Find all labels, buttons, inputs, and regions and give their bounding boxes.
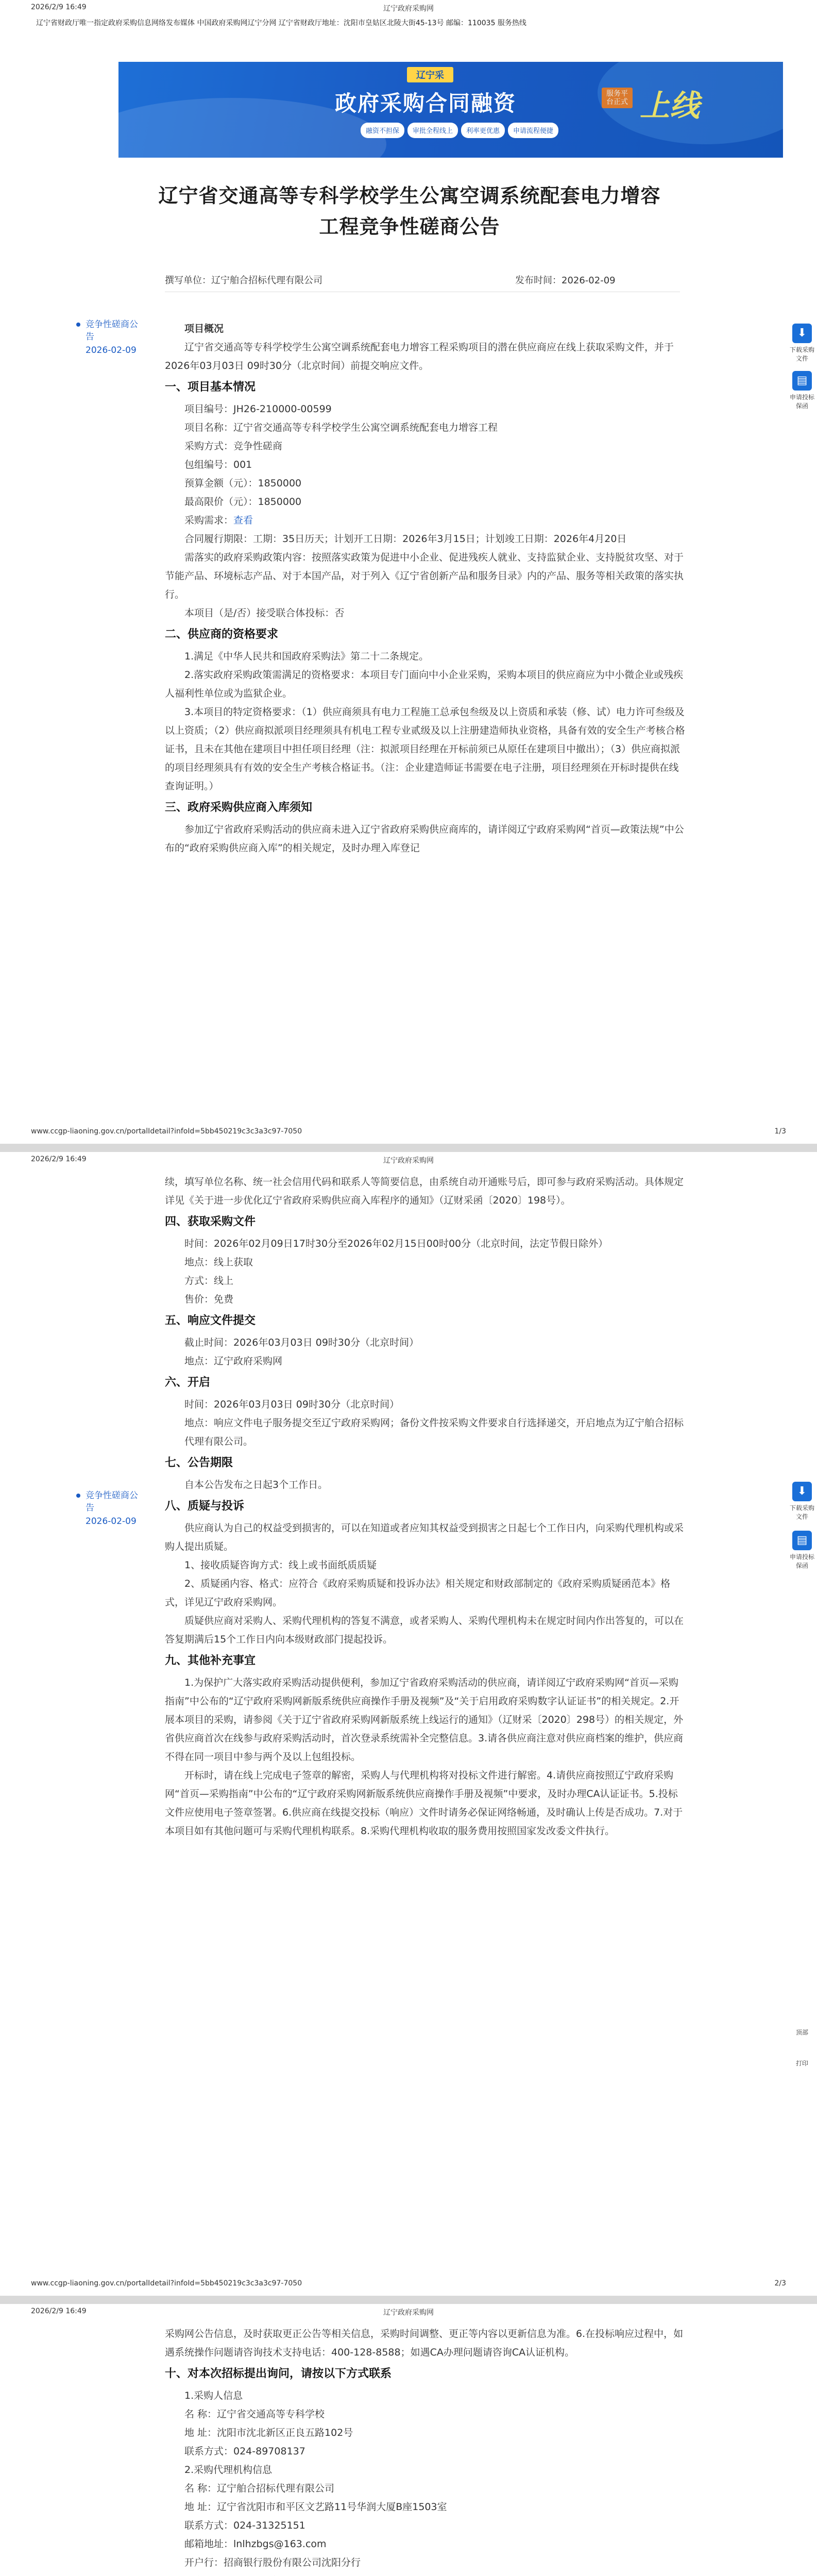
obtain-price: 售价：免费 — [184, 1294, 234, 1305]
contract-period: 合同履行期限：工期：35日历天；计划开工日期：2026年3月15日；计划竣工日期：2026年4月20日 — [184, 533, 627, 545]
obtain-time: 时间：2026年02月09日17时30分至2026年02月15日00时00分（北京时间，法定节假日除外） — [184, 1238, 608, 1249]
requirements-label: 采购需求： — [184, 515, 234, 526]
view-requirements-link[interactable]: 查看 — [233, 515, 253, 526]
print-header — [0, 3, 817, 15]
procurement-method: 采购方式：竞争性磋商 — [184, 440, 283, 452]
print-timestamp: 2026/2/9 16:49 — [31, 3, 87, 11]
side-date: 2026-02-09 — [86, 345, 137, 355]
agency-bank: 开户行：招商银行股份有限公司沈阳分行 — [184, 2557, 361, 2568]
page-3 — [0, 2304, 817, 2576]
qualification-2: 2.落实政府采购政策需满足的资格要求：本项目专门面向中小企业采购，采购本项目的供应商应为中小微企业或残疾人福利性单位或为监狱企业。 — [165, 669, 684, 699]
print-title: 辽宁政府采购网 — [383, 5, 434, 13]
agency-email: 邮箱地址：lnlhzbgs@163.com — [184, 2538, 327, 2550]
agency-account-name — [165, 2572, 685, 2576]
obtain-place: 地点：线上获取 — [184, 1257, 253, 1268]
section-heading: 八、质疑与投诉 — [165, 1500, 245, 1513]
overview-heading: 项目概况 — [184, 323, 224, 334]
side-link-notice[interactable]: 竞争性磋商公告 — [86, 1490, 138, 1513]
qualification-3: 3.本项目的特定资格要求：（1）供应商须具有电力工程施工总承包叁级及以上资质和承装（修、试）电力许可叁级及以上资质；（2）供应商拟派项目经理须具有机电工程专业贰级及以上注册建造师执业资格，具备有效的安全生产考核合格证书，且未在其他在建项目中担任项目经理（注：拟派项目经理在开标前须已从原任在建项目中撤出）；（3）供应商拟派的项目经理须具有有效的安全生产考核合格证书。（注：企业建造师证书需要在电子注册，项目经理须在开标时提供在线查询证明。） — [165, 706, 685, 792]
qualification-1: 1.满足《中华人民共和国政府采购法》第二十二条规定。 — [184, 651, 429, 662]
agency — [165, 273, 322, 286]
print-title: 辽宁政府采购网 — [383, 2309, 434, 2317]
agency-label: 撰写单位： — [165, 275, 211, 286]
complaint-method: 1、接收质疑咨询方式：线上或书面纸质质疑 — [184, 1560, 377, 1571]
apply-label: 申请投标保函 — [789, 1553, 814, 1569]
print-header — [0, 1155, 817, 1167]
project-name: 项目名称：辽宁省交通高等专科学校学生公寓空调系统配套电力增容工程 — [184, 422, 498, 433]
download-docs-button[interactable] — [787, 324, 817, 363]
section-heading: 一、项目基本情况 — [165, 381, 256, 394]
contact-agency-h: 2.采购代理机构信息 — [184, 2464, 273, 2476]
budget-amount: 预算金额（元）：1850000 — [184, 478, 302, 489]
complaint-appeal: 质疑供应商对采购人、采购代理机构的答复不满意，或者采购人、采购代理机构未在规定时间内作出答复的，可以在答复期满后15个工作日内向本级财政部门提起投诉。 — [165, 1615, 684, 1645]
page-1 — [0, 0, 817, 1144]
banner-feature: 利率更优惠 — [461, 123, 505, 138]
download-label: 下载采购文件 — [789, 346, 814, 362]
registration-text: 参加辽宁省政府采购活动的供应商未进入辽宁省政府采购供应商库的，请详阅辽宁政府采购网“首页—政策法规”中公布的“政府采购供应商入库”的相关规定，及时办理入库登记 — [165, 824, 684, 854]
contact-purchaser-h: 1.采购人信息 — [184, 2390, 243, 2401]
side-nav — [86, 318, 142, 357]
print-button[interactable] — [787, 2059, 817, 2067]
agency-name: 名 称：辽宁舶合招标代理有限公司 — [184, 2483, 335, 2494]
open-time: 时间：2026年03月03日 09时30分（北京时间） — [184, 1399, 400, 1410]
section-heading: 三、政府采购供应商入库须知 — [165, 801, 313, 814]
side-link-notice[interactable]: 竞争性磋商公告 — [86, 319, 138, 342]
section-heading: 二、供应商的资格要求 — [165, 628, 279, 641]
page-title: 辽宁省交通高等专科学校学生公寓空调系统配套电力增容工程竞争性磋商公告 — [158, 184, 661, 238]
bullet-icon — [76, 1494, 80, 1498]
section-heading: 十、对本次招标提出询问，请按以下方式联系 — [165, 2367, 392, 2380]
print-title: 辽宁政府采购网 — [383, 1157, 434, 1165]
print-footer — [0, 1127, 817, 1139]
top-label: 顶部 — [795, 2029, 808, 2036]
agency-address: 地 址：辽宁省沈阳市和平区文艺路11号华润大厦B座1503室 — [184, 2501, 447, 2513]
bullet-icon — [76, 323, 80, 327]
publish-date — [515, 273, 616, 286]
registration-text-cont: 续，填写单位名称、统一社会信用代码和联系人等简要信息，由系统自动开通账号后，即可参与政府采购活动。具体规定详见《关于进一步优化辽宁省政府采购供应商入库程序的通知》（辽财采函〔2020〕198号）。 — [165, 1176, 684, 1206]
section-heading: 四、获取采购文件 — [165, 1215, 256, 1228]
banner-feature: 申请流程便捷 — [508, 123, 558, 138]
page-2 — [0, 1152, 817, 2296]
overview-text: 辽宁省交通高等专科学校学生公寓空调系统配套电力增容工程采购项目的潜在供应商应在线上获取采购文件，并于2026年03月03日 09时30分（北京时间）前提交响应文件。 — [165, 342, 674, 371]
notice-body-1 — [165, 319, 685, 857]
download-icon: ⬇ — [792, 1482, 812, 1501]
banner-online: 上线 — [640, 88, 700, 123]
notice-body-2 — [165, 1173, 685, 1840]
notice-period: 自本公告发布之日起3个工作日。 — [184, 1479, 328, 1490]
requirements — [165, 511, 685, 530]
date-value: 2026-02-09 — [561, 275, 616, 286]
section-heading: 五、响应文件提交 — [165, 1314, 256, 1327]
obtain-method: 方式：线上 — [184, 1275, 234, 1286]
financing-banner[interactable] — [118, 62, 783, 158]
print-header — [0, 2307, 817, 2319]
back-to-top-button[interactable] — [787, 2028, 817, 2037]
purchaser-address: 地 址：沈阳市沈北新区正良五路102号 — [184, 2427, 353, 2438]
print-label: 打印 — [795, 2060, 808, 2067]
other-matters-cont: 采购网公告信息，及时获取更正公告等相关信息，采购时间调整、更正等内容以更新信息为准。6.在投标响应过程中，如遇系统操作问题请咨询技术支持电话：400-128-8588；如遇CA办理问题请咨询CA认证机构。 — [165, 2328, 684, 2358]
agency-phone: 联系方式：024-31325151 — [184, 2520, 305, 2531]
other-matters-1: 1.为保护广大落实政府采购活动提供便利，参加辽宁省政府采购活动的供应商，请详阅辽宁政府采购网“首页—采购指南”中公布的“辽宁政府采购网新版系统供应商操作手册及视频”及“关于启用政府采购数字认证证书”的相关规定。2.开展本项目的采购，请参阅《关于辽宁省政府采购网新版系统上线运行的通知》（辽财采〔2020〕298号）的相关规定，外省供应商首次在线参与政府采购活动时，首次登录系统需补全完整信息。3.请各供应商注意对供应商档案的维护，供应商不得在同一项目中参与两个及以上包组投标。 — [165, 1677, 684, 1762]
submit-deadline: 截止时间：2026年03月03日 09时30分（北京时间） — [184, 1337, 419, 1348]
section-heading: 七、公告期限 — [165, 1456, 233, 1469]
complaint-text: 供应商认为自己的权益受到损害的，可以在知道或者应知其权益受到损害之日起七个工作日内，向采购代理机构或采购人提出质疑。 — [165, 1522, 684, 1552]
apply-label: 申请投标保函 — [789, 394, 814, 410]
other-matters-2: 开标时，请在线上完成电子签章的解密，采购人与代理机构将对投标文件进行解密。4.请供应商按照辽宁政府采购网“首页—采购指南”中公布的“辽宁政府采购网新版系统供应商操作手册及视频”中要求，及时办理CA认证证书。5.投标文件应使用电子签章签署。6.供应商在线提交投标（响应）文件时请务必保证网络畅通，及时确认上传是否成功。7.对于本项目如有其他问题可与采购代理机构联系。8.采购代理机构收取的服务费用按照国家发改委文件执行。 — [165, 1770, 683, 1837]
site-top-info: 辽宁省财政厅唯一指定政府采购信息网络发布媒体 中国政府采购网辽宁分网 辽宁省财政厅地址：沈阳市皇姑区北陵大街45-13号 邮编：110035 服务热线 — [36, 19, 526, 27]
download-docs-button[interactable] — [787, 1482, 817, 1521]
page-number: 2/3 — [774, 2279, 786, 2287]
package-number: 包组编号：001 — [184, 459, 252, 470]
banner-feature-bar — [361, 123, 558, 138]
banner-tag: 辽宁采 — [407, 67, 453, 82]
side-nav — [86, 1489, 142, 1528]
print-url: www.ccgp-liaoning.gov.cn/portalIdetail?infoId=5bb450219c3c3a3c97-7050 — [31, 2279, 302, 2287]
print-timestamp: 2026/2/9 16:49 — [31, 1155, 87, 1163]
max-price: 最高限价（元）：1850000 — [184, 496, 302, 507]
banner-title: 政府采购合同融资 — [335, 91, 517, 116]
apply-guarantee-button[interactable] — [787, 371, 817, 410]
page-number: 1/3 — [774, 1127, 786, 1136]
print-footer — [0, 2279, 817, 2291]
document-icon: ▤ — [792, 1531, 812, 1550]
banner-feature: 融资不担保 — [361, 123, 404, 138]
policy-text: 需落实的政府采购政策内容：按照落实政策为促进中小企业、促进残疾人就业、支持监狱企业、支持脱贫攻坚、对于节能产品、环境标志产品、对于本国产品，对于列入《辽宁省创新产品和服务目录》内的产品、服务等相关政策的落实执行。 — [165, 552, 684, 600]
section-heading: 九、其他补充事宜 — [165, 1654, 256, 1667]
document-icon: ▤ — [792, 371, 812, 391]
download-label: 下载采购文件 — [789, 1504, 814, 1520]
open-place: 地点：响应文件电子服务提交至辽宁政府采购网；备份文件按采购文件要求自行选择递交，开启地点为辽宁舶合招标代理有限公司。 — [184, 1417, 684, 1447]
banner-badge: 服务平台正式 — [602, 88, 633, 108]
date-label: 发布时间： — [515, 275, 561, 286]
submit-place: 地点：辽宁政府采购网 — [184, 1355, 283, 1367]
banner-feature: 审批全程线上 — [407, 123, 458, 138]
complaint-format: 2、质疑函内容、格式：应符合《政府采购质疑和投诉办法》相关规定和财政部制定的《政府采购质疑函范本》格式，详见辽宁政府采购网。 — [165, 1578, 671, 1608]
notice-body-3 — [165, 2325, 685, 2576]
section-heading: 六、开启 — [165, 1376, 211, 1389]
agency-name: 辽宁舶合招标代理有限公司 — [211, 275, 322, 286]
print-timestamp: 2026/2/9 16:49 — [31, 2307, 87, 2315]
purchaser-phone: 联系方式：024-89708137 — [184, 2446, 305, 2457]
purchaser-name: 名 称：辽宁省交通高等专科学校 — [184, 2409, 325, 2420]
project-number: 项目编号：JH26-210000-00599 — [184, 403, 332, 415]
consortium-text: 本项目（是/否）接受联合体投标：否 — [184, 607, 345, 619]
print-url: www.ccgp-liaoning.gov.cn/portalIdetail?infoId=5bb450219c3c3a3c97-7050 — [31, 1127, 302, 1136]
apply-guarantee-button[interactable] — [787, 1531, 817, 1570]
download-icon: ⬇ — [792, 324, 812, 343]
side-date: 2026-02-09 — [86, 1516, 137, 1527]
